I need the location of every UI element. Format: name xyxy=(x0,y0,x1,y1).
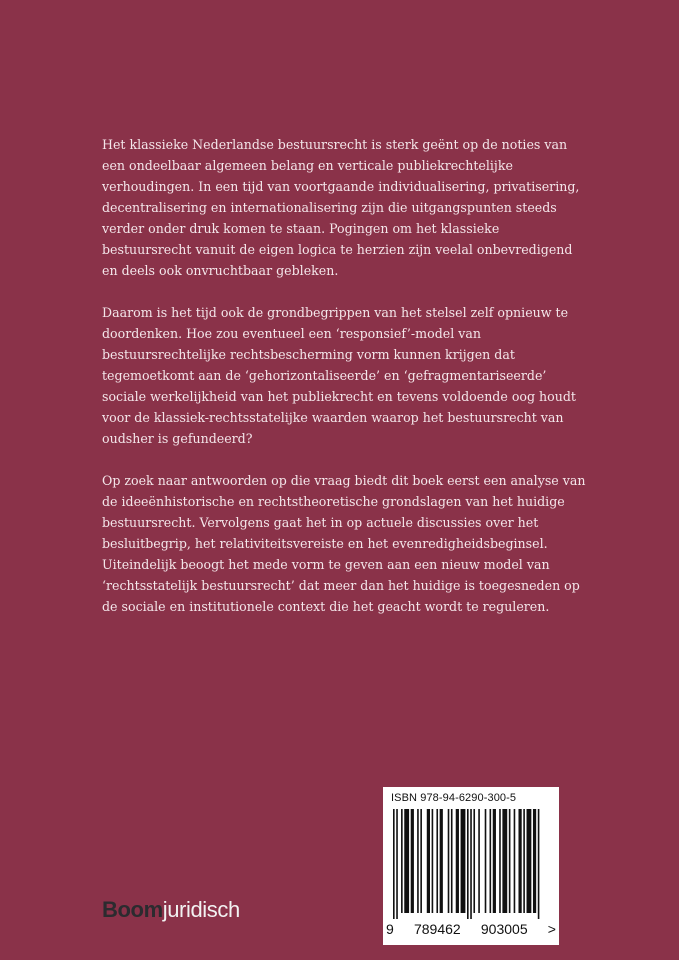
publisher-logo-boom: Boom xyxy=(102,897,163,922)
barcode-digit-group-left: 789462 xyxy=(413,921,461,937)
barcode-digits xyxy=(386,921,556,937)
barcode-bar xyxy=(493,809,496,913)
barcode-bar xyxy=(470,809,472,919)
barcode-bar xyxy=(499,809,501,913)
barcode-bar xyxy=(404,809,409,913)
publisher-logo xyxy=(102,897,240,923)
barcode-bar xyxy=(502,809,507,913)
barcode-bar xyxy=(432,809,434,913)
barcode-bar xyxy=(417,809,419,913)
barcode-bar xyxy=(411,809,414,913)
barcode-bar xyxy=(440,809,443,913)
barcode-bar xyxy=(523,809,525,913)
barcode-bar xyxy=(467,809,469,919)
barcode-bar xyxy=(448,809,450,913)
barcode-bar xyxy=(461,809,466,913)
barcode-bars xyxy=(391,809,543,919)
barcode-digit-prefix: 9 xyxy=(386,921,394,937)
blurb-paragraph-1: Het klassieke Nederlandse bestuursrecht is sterk geënt op de noties van een ondeelbaar algemeen belang en verticale publiekrechtelijke verhoudingen. In een tijd van voortgaande individualisering, privatisering, decentralisering en internationalisering zijn die uitgangspunten steeds verder onder druk komen te staan. Pogingen om het klassieke bestuursrecht vanuit de eigen logica te herzien zijn veelal onbevredigend en deels ook onvruchtbaar gebleken. xyxy=(102,137,580,278)
barcode-bar xyxy=(485,809,487,913)
barcode-bar xyxy=(393,809,395,919)
barcode-bar xyxy=(533,809,536,913)
blurb-paragraph-3: Op zoek naar antwoorden op die vraag biedt dit boek eerst een analyse van de ideeënhistorische en rechtstheoretische grondslagen van het huidige bestuursrecht. Vervolgens gaat het in op actuele discussies over het besluitbegrip, het relativiteitsvereiste en het evenredigheidsbeginsel. Uiteindelijk beoogt het mede vorm te geven aan een nieuw model van ‘rechtsstatelijk bestuursrecht’ dat meer dan het huidige is toegesneden op de sociale en institutionele context die het geacht wordt te reguleren. xyxy=(102,473,586,614)
barcode-bar xyxy=(451,809,453,913)
barcode-bar xyxy=(538,809,540,919)
barcode-quiet-zone-marker: > xyxy=(547,921,556,937)
barcode-digit-group-right: 903005 xyxy=(480,921,528,937)
blurb-paragraph-2: Daarom is het tijd ook de grondbegrippen van het stelsel zelf opnieuw te doordenken. Hoe zou eventueel een ‘responsief’-model van bestuursrechtelijke rechtsbescherming vorm kunnen krijgen dat tegemoetkomt aan de ‘gehorizontaliseerde’ en ‘gefragmentariseerde’ sociale werkelijkheid van het publiekrecht en tevens voldoende oog houdt voor de klassiek-rechtsstatelijke waarden waarop het bestuursrecht van oudsher is gefundeerd? xyxy=(102,305,576,446)
barcode-bar xyxy=(527,809,532,913)
barcode-bar xyxy=(518,809,521,913)
barcode-bar xyxy=(509,809,511,913)
barcode-bar xyxy=(396,809,398,919)
barcode-bar xyxy=(514,809,516,913)
publisher-logo-juridisch: juridisch xyxy=(162,897,240,922)
barcode-bar xyxy=(456,809,459,913)
barcode-bar xyxy=(478,809,480,913)
back-cover-blurb xyxy=(102,134,588,638)
barcode-bar xyxy=(473,809,475,913)
barcode-bar xyxy=(490,809,492,913)
isbn-number: ISBN 978-94-6290-300-5 xyxy=(391,792,517,804)
barcode-bar xyxy=(436,809,438,913)
barcode-bar xyxy=(420,809,422,913)
barcode-bar xyxy=(401,809,403,913)
barcode-bar xyxy=(427,809,430,913)
isbn-barcode-panel xyxy=(383,787,559,945)
